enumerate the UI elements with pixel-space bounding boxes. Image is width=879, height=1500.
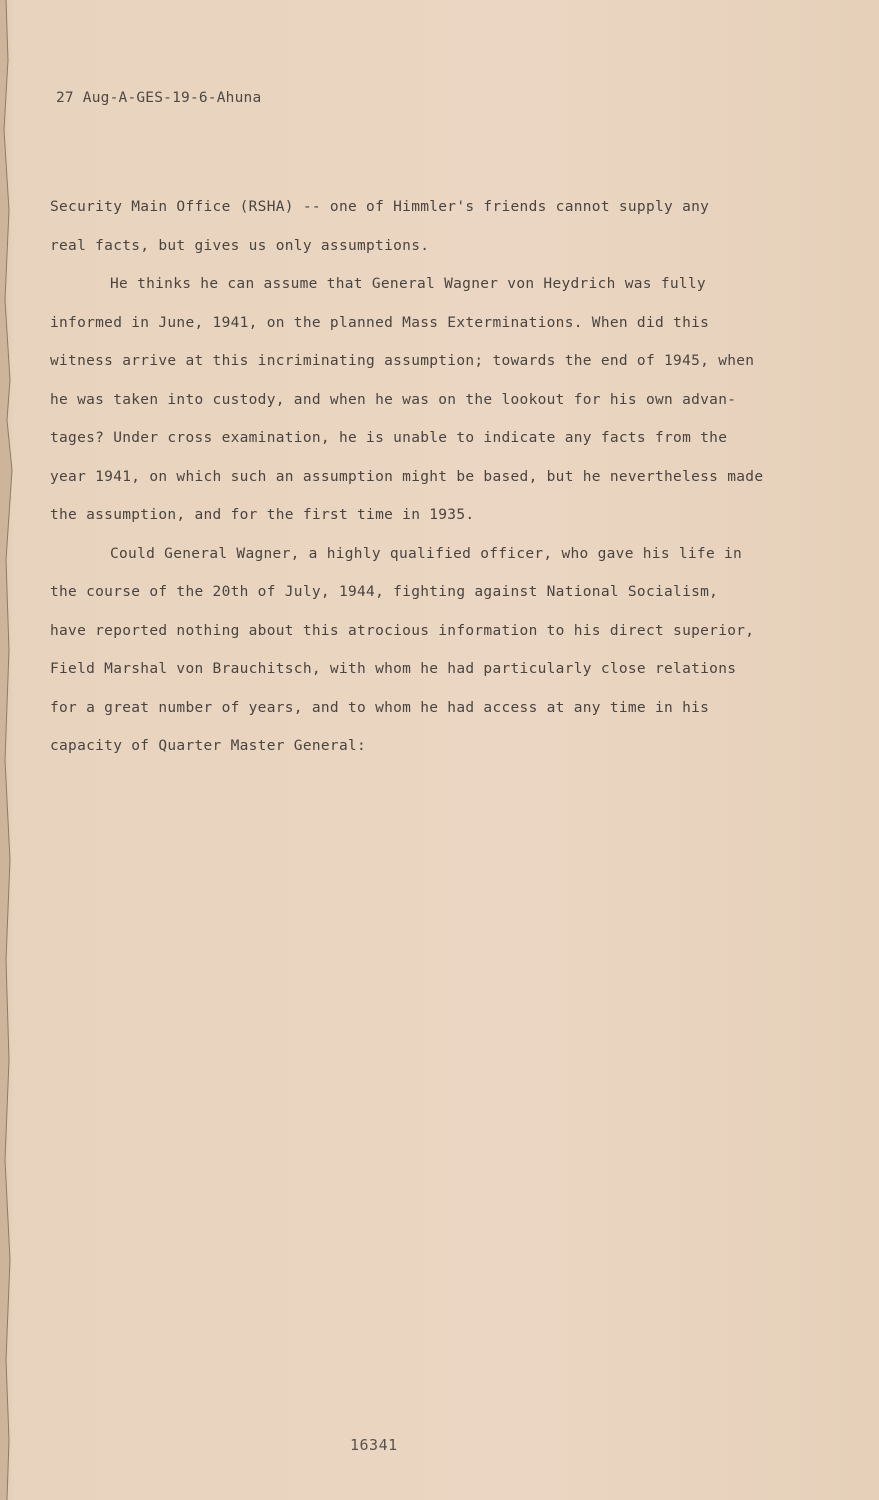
body-line: Could General Wagner, a highly qualified officer, who gave his life in [110,545,743,562]
body-line: Security Main Office (RSHA) -- one of Himmler's friends cannot supply any [50,199,710,215]
body-line: he was taken into custody, and when he was on the lookout for his own advan- [50,391,737,408]
body-line: Field Marshal von Brauchitsch, with whom he had particularly close relations [50,661,737,677]
document-body [50,188,820,766]
body-line: the course of the 20th of July, 1944, fighting against National Socialism, [50,584,719,600]
body-line: tages? Under cross examination, he is unable to indicate any facts from the [50,430,728,446]
body-line: He thinks he can assume that General Wagner von Heydrich was fully [110,276,706,292]
document-header-code: 27 Aug-A-GES-19-6-Ahuna [56,90,262,106]
body-line: informed in June, 1941, on the planned Mass Exterminations. When did this [50,314,710,331]
body-line: for a great number of years, and to whom he had access at any time in his [50,699,710,716]
body-line: year 1941, on which such an assumption might be based, but he nevertheless made [50,468,764,485]
page-number: 16341 [350,1436,398,1454]
torn-left-edge [0,0,16,1500]
body-line: have reported nothing about this atrocious information to his direct superior, [50,622,755,639]
body-line: real facts, but gives us only assumptions. [50,237,430,254]
body-line: the assumption, and for the first time in 1935. [50,507,475,523]
body-line: capacity of Quarter Master General: [50,738,367,754]
body-line: witness arrive at this incriminating assumption; towards the end of 1945, when [50,353,755,369]
